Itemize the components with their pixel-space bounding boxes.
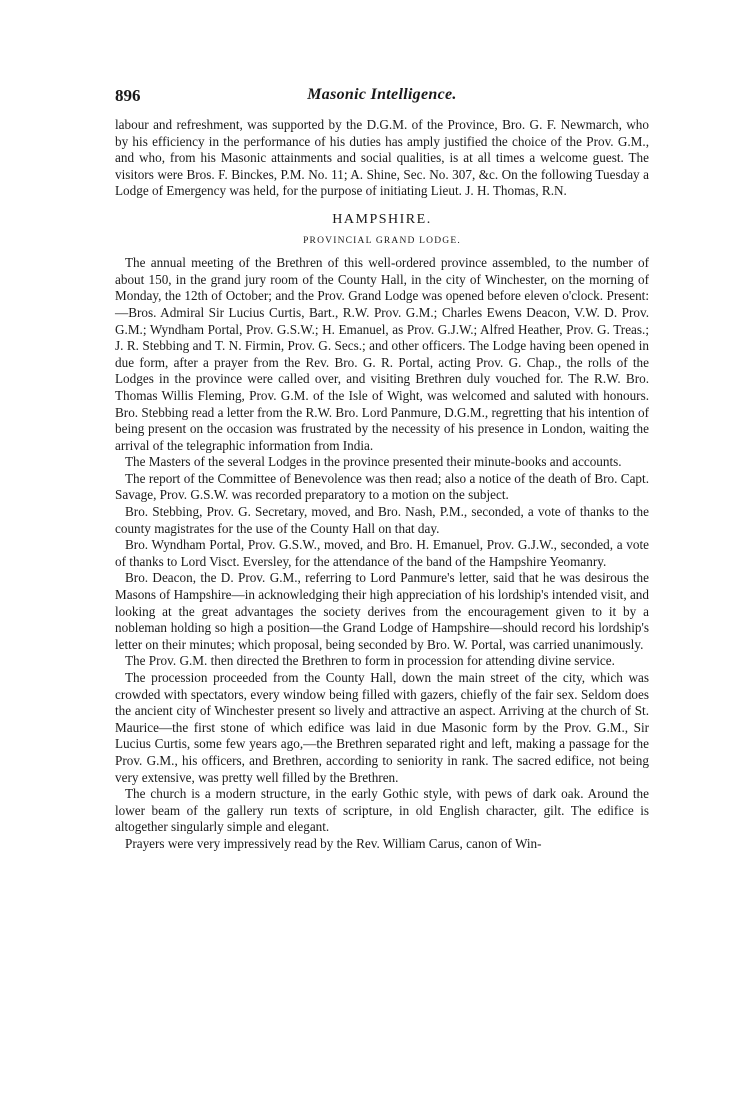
paragraph-procession-order: The Prov. G.M. then directed the Brethren to form in procession for attending divine service. (125, 653, 615, 669)
paragraph-panmure-letter: Bro. Deacon, the D. Prov. G.M., referring to Lord Panmure's letter, said that he was desirous the Masons of Hampshire—in acknowledging their high appreciation of his lordship's intended visit, and looking at the great advantages the society derives from the encouragement given to it by a nobleman holding so high a position—the Grand Lodge of Hampshire—should record his lordship's letter on their minutes; which proposal, being seconded by Bro. W. Portal, was carried unanimously. (115, 570, 649, 652)
paragraph-minute-books: The Masters of the several Lodges in the province presented their minute-books and accounts. (125, 454, 622, 470)
page-number: 896 (115, 86, 141, 105)
running-title: Masonic Intelligence. (307, 86, 457, 103)
paragraph-annual-meeting: The annual meeting of the Brethren of this well-ordered province assembled, to the number of about 150, in the grand jury room of the County Hall, in the city of Winchester, on the morning of Monday, the 12th of October; and the Prov. Grand Lodge was opened before eleven o'clock. Present:—Bros. Admiral Sir Lucius Curtis, Bart., R.W. Prov. G.M.; Charles Ewens Deacon, V.W. D. Prov. G.M.; Wyndham Portal, Prov. G.S.W.; H. Emanuel, as Prov. G.J.W.; Alfred Heather, Prov. G. Treas.; J. R. Stebbing and T. N. Firmin, Prov. G. Secs.; and other officers. The Lodge having been opened in due form, after a prayer from the Rev. Bro. G. R. Portal, acting Prov. G. Chap., the rolls of the Lodges in the province were called over, and visiting Brethren duly vouched for. The R.W. Bro. Thomas Willis Fleming, Prov. G.M. of the Isle of Wight, was welcomed and saluted with honours. Bro. Stebbing read a letter from the R.W. Bro. Lord Panmure, D.G.M., regretting that his intention of being present on the occasion was frustrated by the necessity of his presence in London, waiting the arrival of the telegraphic information from India. (115, 255, 649, 453)
section-title: HAMPSHIRE. (332, 211, 432, 227)
paragraph-benevolence-report: The report of the Committee of Benevolence was then read; also a notice of the death of Bro. Capt. Savage, Prov. G.S.W. was recorded preparatory to a motion on the subject. (115, 470, 649, 503)
paragraph-thanks-eversley: Bro. Wyndham Portal, Prov. G.S.W., moved, and Bro. H. Emanuel, Prov. G.J.W., seconded, a vote of thanks to Lord Visct. Eversley, for the attendance of the band of the Hampshire Yeomanry. (115, 537, 649, 569)
continuation-paragraph: labour and refreshment, was supported by the D.G.M. of the Province, Bro. G. F. Newmarch, who by his efficiency in the performance of his duties has amply justified the choice of the Prov. G.M., and who, from his Masonic attainments and social qualities, is at all times a welcome guest. The visitors were Bros. F. Binckes, P.M. No. 11; A. Shine, Sec. No. 307, &c. On the following Tuesday a Lodge of Emergency was held, for the purpose of initiating Lieut. J. H. Thomas, R.N. (115, 117, 649, 199)
paragraph-thanks-magistrates: Bro. Stebbing, Prov. G. Secretary, moved, and Bro. Nash, P.M., seconded, a vote of thanks to the county magistrates for the use of the County Hall on that day. (115, 504, 649, 536)
paragraph-prayers: Prayers were very impressively read by the Rev. William Carus, canon of Win- (125, 835, 542, 851)
section-subtitle: PROVINCIAL GRAND LODGE. (303, 235, 461, 246)
page-header (115, 86, 649, 108)
paragraph-church: The church is a modern structure, in the early Gothic style, with pews of dark oak. Around the lower beam of the gallery run texts of scripture, in old English character, gilt. The edifice is altogether singularly simple and elegant. (115, 786, 649, 835)
paragraph-procession: The procession proceeded from the County Hall, down the main street of the city, which was crowded with spectators, every window being filled with gazers, chiefly of the fair sex. Seldom does the ancient city of Winchester present so lively and attractive an aspect. Arriving at the church of St. Maurice—the first stone of which edifice was laid in due Masonic form by the Prov. G.M., Sir Lucius Curtis, some few years ago,—the Brethren separated right and left, making a passage for the Prov. G.M., his officers, and Brethren, according to seniority in rank. The sacred edifice, not being very extensive, was pretty well filled by the Brethren. (115, 670, 649, 785)
article-body (115, 117, 649, 853)
